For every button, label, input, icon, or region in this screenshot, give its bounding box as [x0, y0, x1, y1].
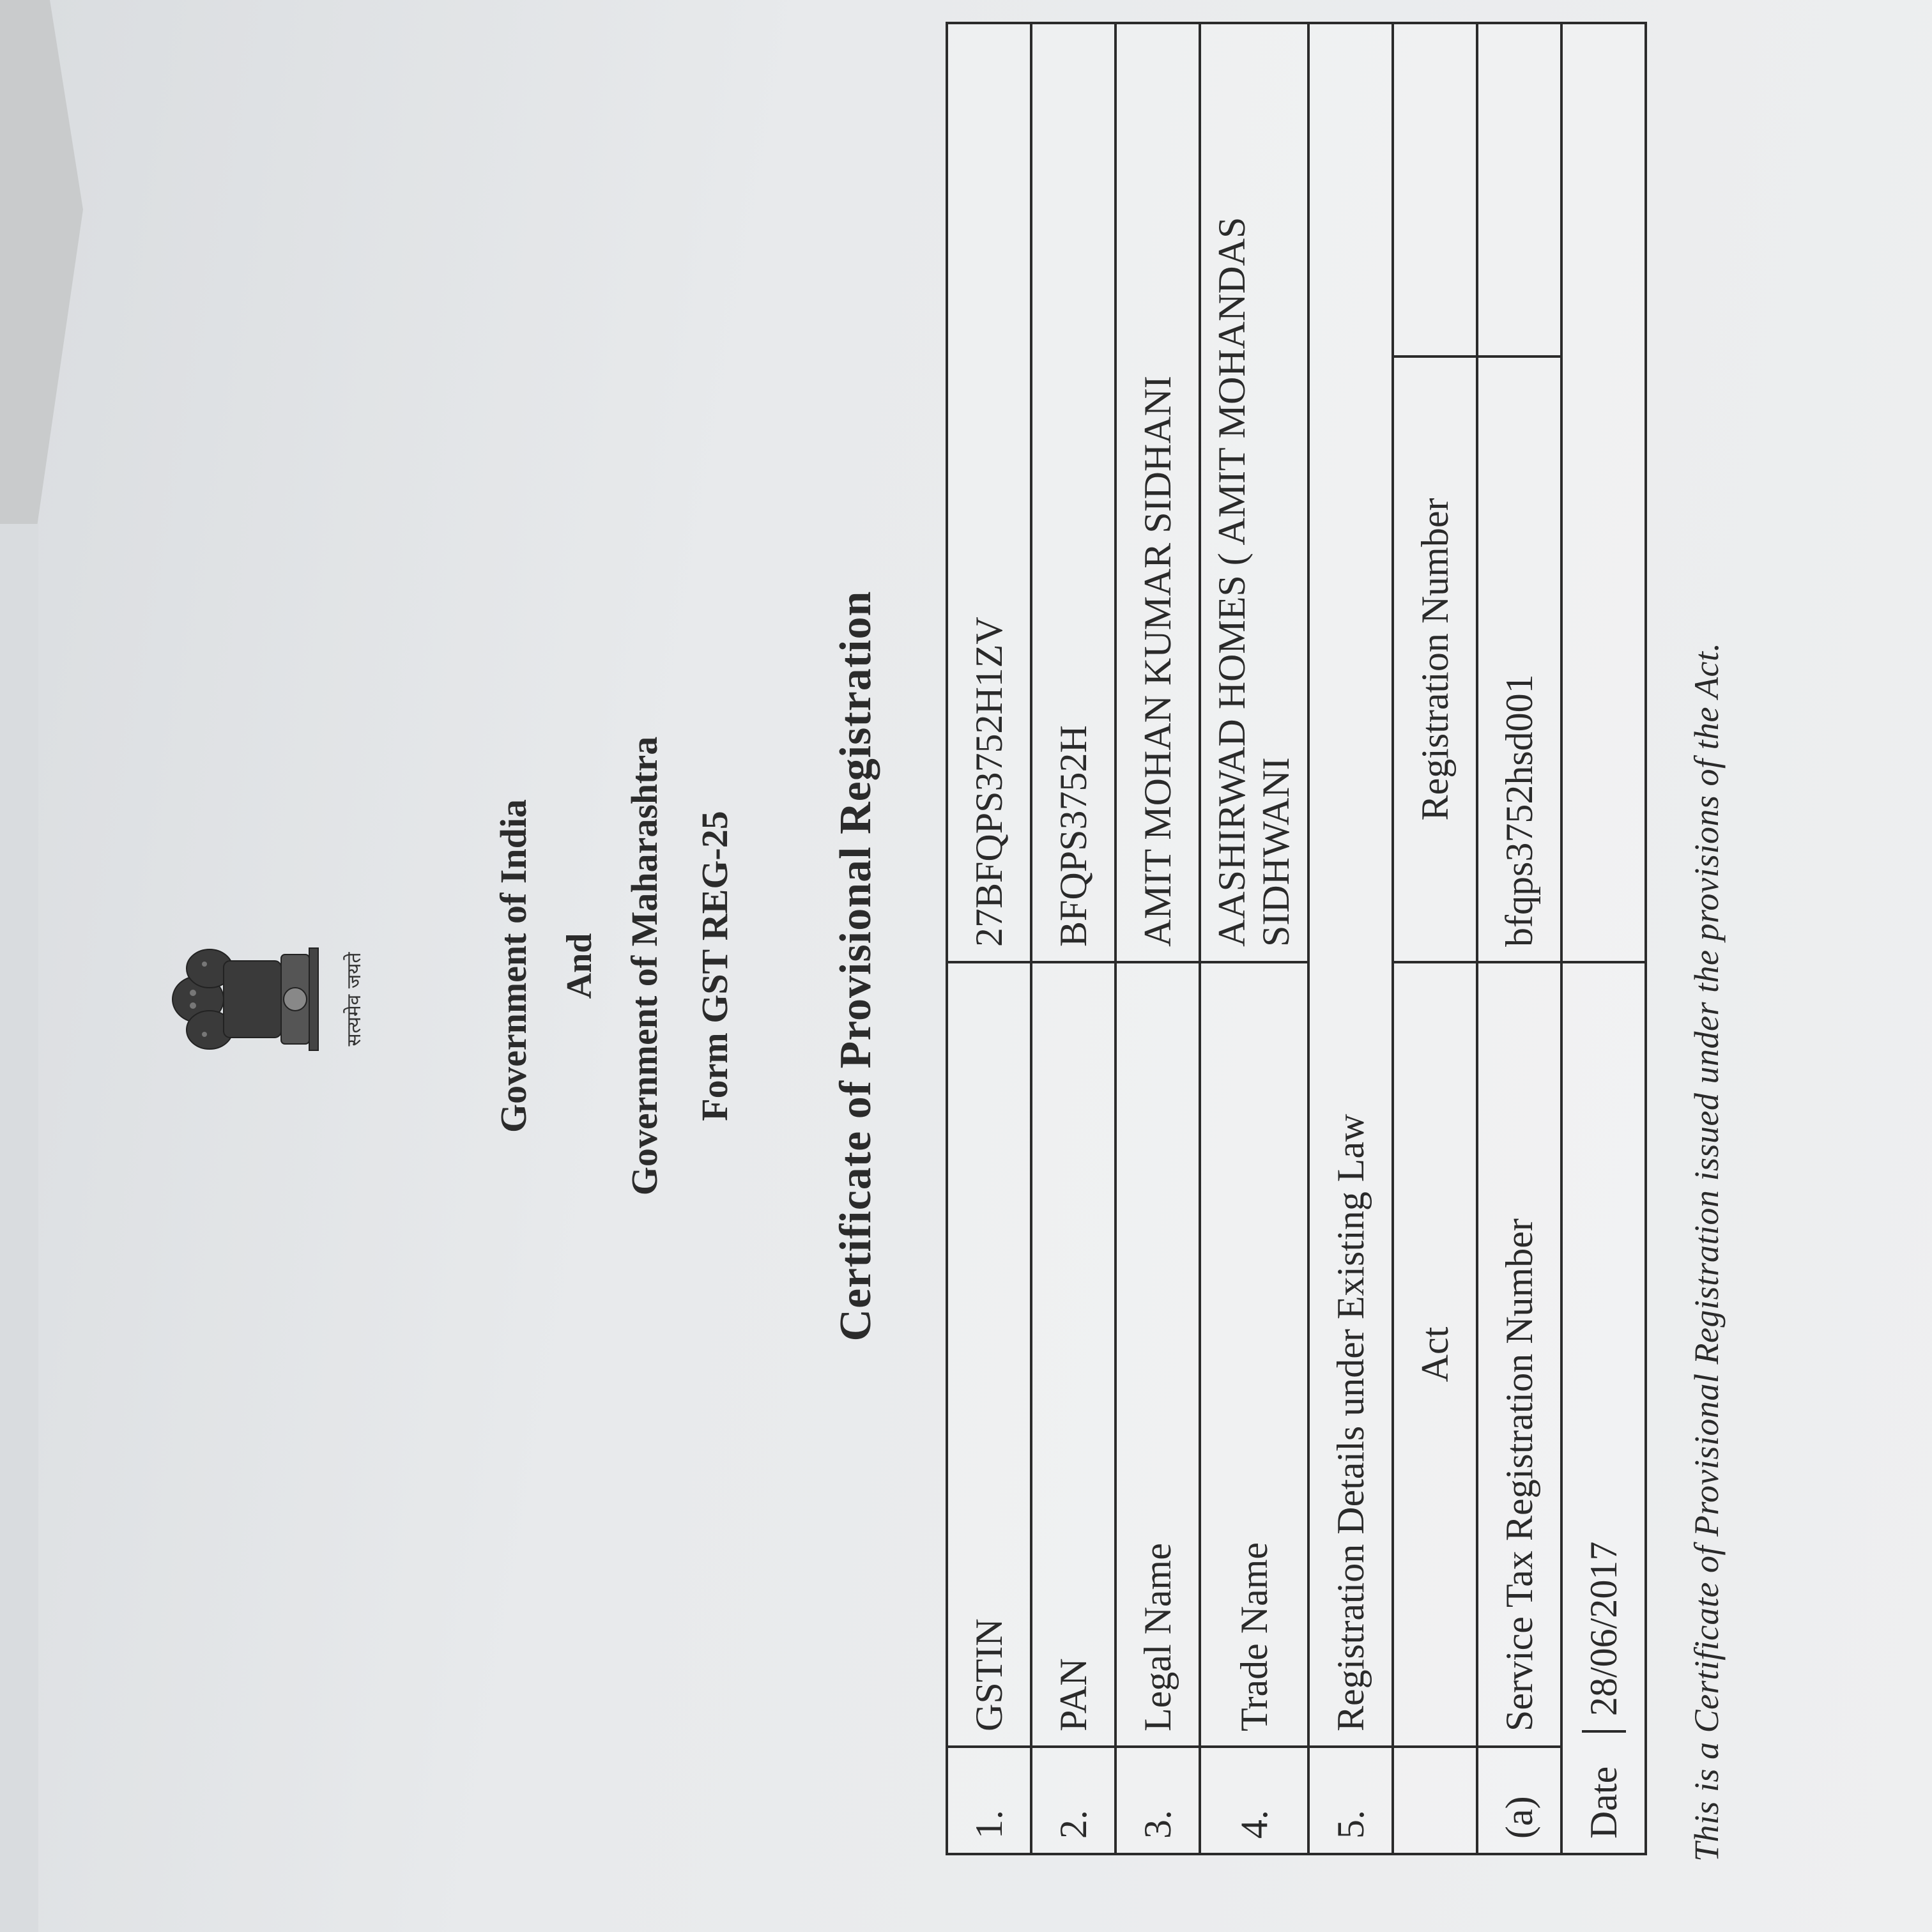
row-number: 5. [1308, 1747, 1393, 1854]
row-value: bfqps3752hsd001 [1477, 356, 1561, 962]
row-label: Legal Name [1116, 962, 1200, 1747]
row-label: Registration Details under Existing Law [1308, 23, 1393, 1747]
row-number: 3. [1116, 1747, 1200, 1854]
date-label: Date [1561, 1747, 1646, 1854]
table-row [1308, 23, 1393, 1854]
row-number: (a) [1477, 1747, 1561, 1854]
date-row [1561, 23, 1646, 1854]
certificate-footnote: This is a Certificate of Provisional Registration issued under the provisions of the Act. [1687, 642, 1726, 1862]
row-value: AMIT MOHAN KUMAR SIDHANI [1116, 23, 1200, 962]
row-label: Service Tax Registration Number [1477, 962, 1561, 1747]
empty-cell [1393, 1747, 1477, 1854]
row-label: Trade Name [1200, 962, 1308, 1747]
row-value: BFQPS3752H [1031, 23, 1116, 962]
empty-cell [1393, 23, 1477, 356]
table-row [947, 23, 1031, 1854]
subtable-header-row [1393, 23, 1477, 1854]
government-of-india-heading: Government of India [493, 799, 534, 1133]
row-value: AASHIRWAD HOMES ( AMIT MOHANDAS SIDHWANI [1200, 23, 1308, 962]
table-row [1031, 23, 1116, 1854]
table-row [1477, 23, 1561, 1854]
government-of-maharashtra-heading: Government of Maharashtra [624, 736, 665, 1196]
lion-capital-icon [153, 935, 339, 1063]
registration-number-column-header: Registration Number [1393, 356, 1477, 962]
row-label: PAN [1031, 962, 1116, 1747]
table-row [1116, 23, 1200, 1854]
date-value-text: 28/06/2017 [1582, 1542, 1626, 1733]
table-row [1200, 23, 1308, 1854]
empty-cell [1561, 23, 1646, 962]
registration-table [946, 22, 1647, 1855]
date-value [1561, 962, 1646, 1747]
and-heading: And [560, 933, 599, 999]
empty-cell [1477, 23, 1561, 356]
row-number: 4. [1200, 1747, 1308, 1854]
form-number-heading: Form GST REG-25 [694, 811, 735, 1121]
row-value: 27BFQPS3752H1ZV [947, 23, 1031, 962]
row-number: 2. [1031, 1747, 1116, 1854]
emblem-motto: सत्यमेव जयते [343, 952, 365, 1046]
certificate-title: Certificate of Provisional Registration [831, 590, 880, 1342]
act-column-header: Act [1393, 962, 1477, 1747]
row-number: 1. [947, 1747, 1031, 1854]
row-label: GSTIN [947, 962, 1031, 1747]
state-emblem [153, 935, 371, 1063]
